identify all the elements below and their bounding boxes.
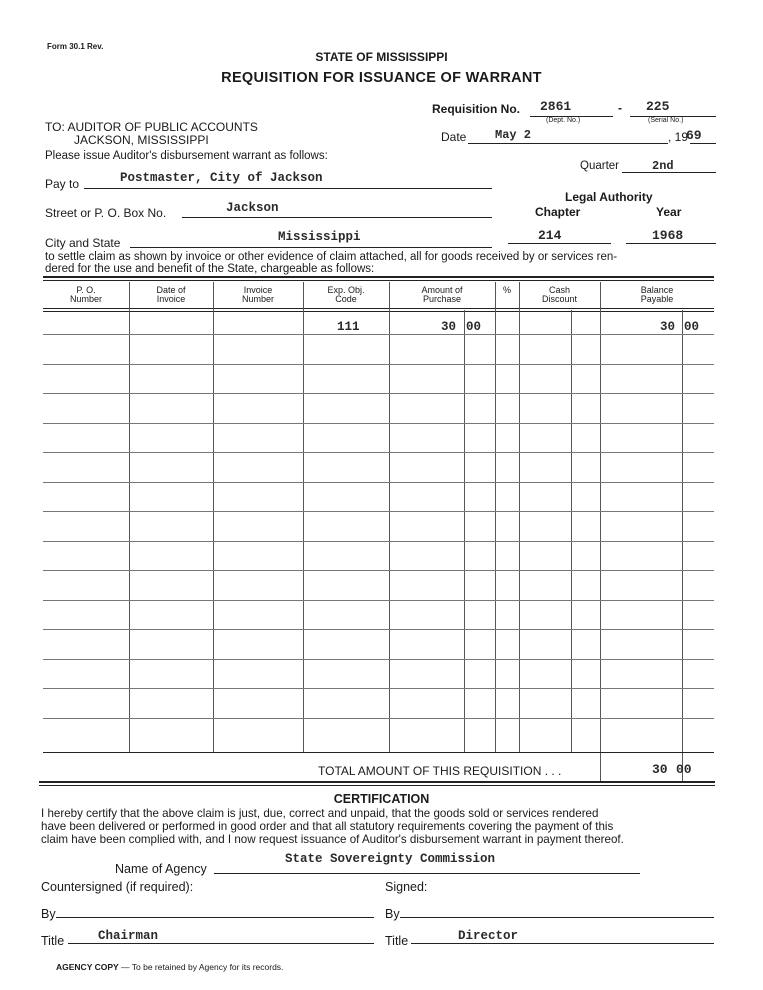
signed-label: Signed: xyxy=(385,880,428,894)
total-dollars: 30 xyxy=(652,762,668,777)
title-right-label: Title xyxy=(385,934,409,948)
table-row-rule xyxy=(43,541,714,542)
pay-to-value: Postmaster, City of Jackson xyxy=(120,171,323,185)
table-row-rule xyxy=(43,423,714,424)
col-divider xyxy=(213,282,214,752)
header-bottom-rule-2 xyxy=(43,311,714,312)
header-cash-discount: Cash Discount xyxy=(541,285,577,304)
header-bottom-rule xyxy=(43,308,714,309)
table-row-rule xyxy=(43,452,714,453)
street-line xyxy=(182,217,492,218)
table-row-rule xyxy=(43,570,714,571)
title-left-line xyxy=(68,943,374,944)
table-row-rule xyxy=(43,511,714,512)
header-date-of-invoice: Date of Invoice xyxy=(156,285,186,304)
cents-divider xyxy=(571,310,572,752)
year-label: Year xyxy=(656,205,682,219)
exp-code-cell: 111 xyxy=(337,320,360,334)
state-heading: STATE OF MISSISSIPPI xyxy=(315,50,448,64)
balance-dollars-cell: 30 xyxy=(660,320,676,334)
cents-divider xyxy=(464,310,465,752)
chapter-line xyxy=(508,243,611,244)
page-title: REQUISITION FOR ISSUANCE OF WARRANT xyxy=(221,70,542,86)
certification-line1: I hereby certify that the above claim is just, due, correct and unpaid, that the goods sold or services rendered xyxy=(41,807,599,820)
quarter-value: 2nd xyxy=(652,159,674,173)
col-divider xyxy=(389,282,390,752)
date-label: Date xyxy=(441,130,467,144)
header-exp-obj-code: Exp. Obj. Code xyxy=(327,285,365,304)
date-line xyxy=(468,143,668,144)
title-right-line xyxy=(411,943,714,944)
amount-dollars-cell: 30 xyxy=(441,320,457,334)
table-top-rule xyxy=(43,276,714,278)
col-divider xyxy=(129,282,130,752)
by-right-label: By xyxy=(385,907,400,921)
header-balance-payable: Balance Payable xyxy=(640,285,674,304)
chapter-value: 214 xyxy=(538,228,562,243)
total-label: TOTAL AMOUNT OF THIS REQUISITION . . . xyxy=(318,764,562,778)
serial-no-value: 225 xyxy=(646,99,670,114)
pay-to-line xyxy=(84,188,492,189)
table-row-rule xyxy=(43,600,714,601)
agency-copy-title: AGENCY COPY xyxy=(56,962,119,972)
law-year-line xyxy=(626,243,716,244)
table-top-rule-2 xyxy=(43,280,714,281)
col-divider xyxy=(495,282,496,752)
col-divider xyxy=(303,282,304,752)
countersigned-label: Countersigned (if required): xyxy=(41,880,194,894)
table-body-bottom-rule xyxy=(43,752,714,753)
table-row-rule xyxy=(43,393,714,394)
addressee-line2: JACKSON, MISSISSIPPI xyxy=(74,133,209,147)
legal-authority-label: Legal Authority xyxy=(565,190,653,204)
date-value: May 2 xyxy=(495,128,532,142)
table-row-rule xyxy=(43,629,714,630)
city-value: Mississippi xyxy=(278,230,361,244)
total-left-divider xyxy=(600,752,601,782)
amount-cents-cell: 00 xyxy=(466,320,482,334)
certification-line2: have been delivered or performed in good order and that all statutory requirements covering the payment of this xyxy=(41,820,614,833)
header-po-number: P. O. Number xyxy=(69,285,102,304)
city-label: City and State xyxy=(45,236,121,250)
agency-copy-note: — To be retained by Agency for its records. xyxy=(121,962,284,972)
year-prefix: , 19 xyxy=(668,130,689,144)
agency-value: State Sovereignty Commission xyxy=(285,852,496,866)
col-divider xyxy=(600,282,601,752)
certification-heading: CERTIFICATION xyxy=(333,792,430,806)
table-bottom-rule xyxy=(39,781,715,783)
settle-text-line2: dered for the use and benefit of the State, chargeable as follows: xyxy=(45,263,375,275)
by-right-line xyxy=(400,917,714,918)
header-percent: % xyxy=(502,285,511,295)
total-cents: 00 xyxy=(676,762,692,777)
instruction-text: Please issue Auditor's disbursement warrant as follows: xyxy=(45,150,328,162)
dept-no-value: 2861 xyxy=(540,99,572,114)
table-row-rule xyxy=(43,482,714,483)
quarter-label: Quarter xyxy=(580,160,619,172)
certification-line3: claim have been complied with, and I now request issuance of Auditor's disbursement warrant in payment thereof. xyxy=(41,833,624,846)
table-row-rule xyxy=(43,364,714,365)
cents-divider xyxy=(682,310,683,782)
year-line xyxy=(690,143,716,144)
header-invoice-number: Invoice Number xyxy=(241,285,274,304)
col-divider xyxy=(519,282,520,752)
table-row-rule xyxy=(43,718,714,719)
balance-cents-cell: 00 xyxy=(684,320,700,334)
street-value: Jackson xyxy=(226,201,279,215)
by-left-label: By xyxy=(41,907,56,921)
claim-table xyxy=(43,276,714,782)
law-year-value: 1968 xyxy=(652,228,684,243)
table-row-rule xyxy=(43,334,714,335)
table-row-rule xyxy=(43,659,714,660)
requisition-dash: - xyxy=(618,101,622,115)
street-label: Street or P. O. Box No. xyxy=(45,206,167,220)
addressee-line1: TO: AUDITOR OF PUBLIC ACCOUNTS xyxy=(45,120,258,134)
table-row-rule xyxy=(43,688,714,689)
header-amount-of-purchase: Amount of Purchase xyxy=(421,285,463,304)
title-right-value: Director xyxy=(458,929,519,943)
table-bottom-rule-2 xyxy=(39,785,715,786)
requisition-label: Requisition No. xyxy=(432,102,520,116)
city-line xyxy=(130,247,492,248)
by-left-line xyxy=(56,917,374,918)
agency-label: Name of Agency xyxy=(115,862,207,876)
pay-to-label: Pay to xyxy=(45,177,80,191)
dept-no-caption: (Dept. No.) xyxy=(546,117,581,124)
title-left-label: Title xyxy=(41,934,65,948)
serial-no-caption: (Serial No.) xyxy=(648,117,684,124)
agency-line xyxy=(214,873,640,874)
form-number: Form 30.1 Rev. xyxy=(47,42,104,51)
settle-text-line1: to settle claim as shown by invoice or other evidence of claim attached, all for goods received by or services ren- xyxy=(45,251,618,263)
title-left-value: Chairman xyxy=(98,929,159,943)
chapter-label: Chapter xyxy=(535,205,581,219)
agency-copy-label xyxy=(56,962,283,972)
year-value: 69 xyxy=(686,128,702,143)
